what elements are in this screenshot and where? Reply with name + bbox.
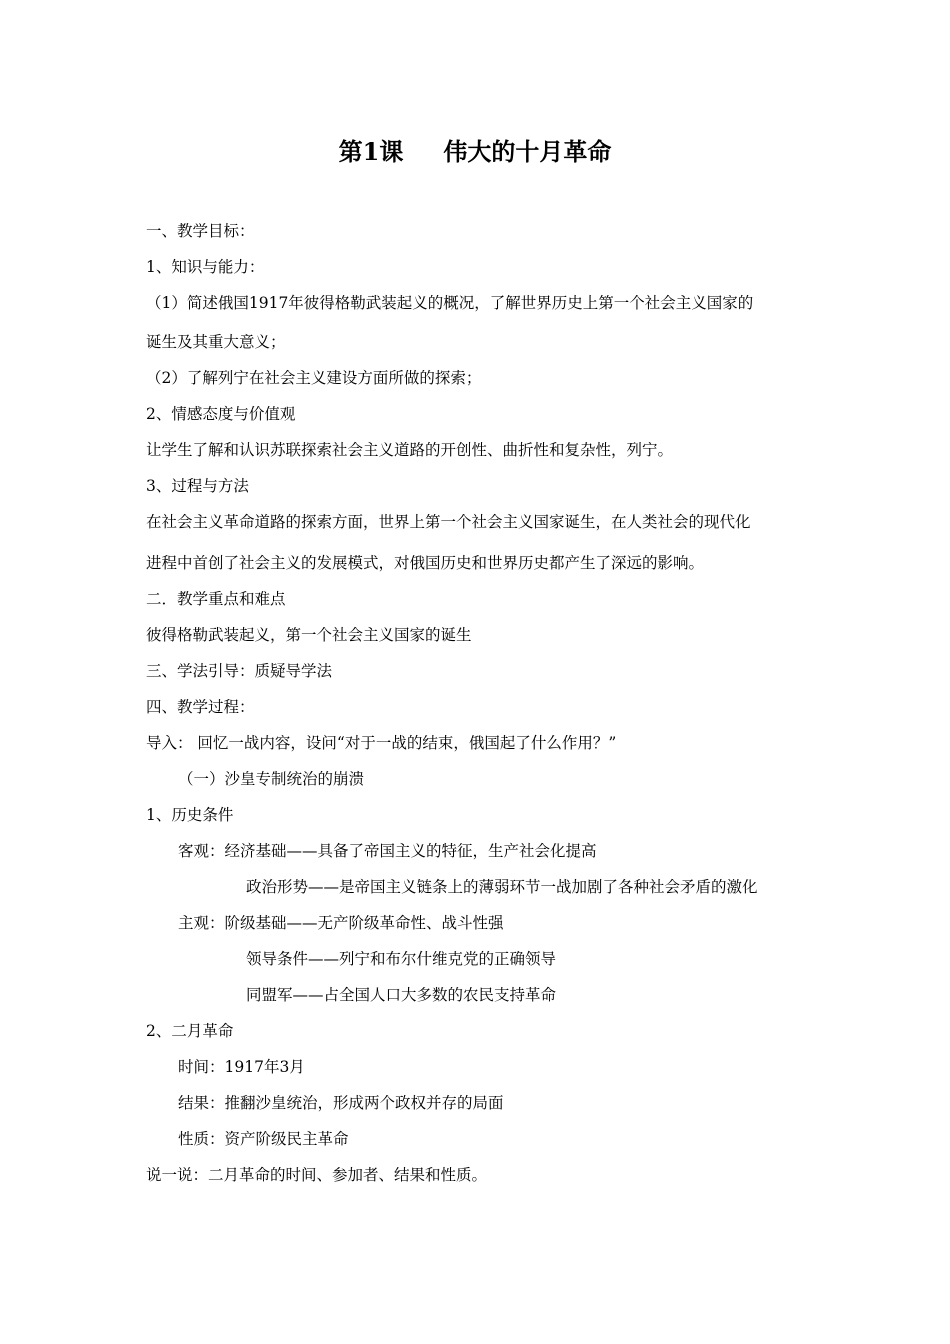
objective-economy: 客观：经济基础——具备了帝国主义的特征，生产社会化提高 xyxy=(178,842,597,860)
objective-politics: 政治形势——是帝国主义链条上的薄弱环节一战加剧了各种社会矛盾的激化 xyxy=(246,878,758,896)
key-points-text: 彼得格勒武装起义，第一个社会主义国家的诞生 xyxy=(146,626,472,644)
lesson-title xyxy=(0,132,950,167)
lesson-number: 第1课 xyxy=(338,137,404,166)
process-text: 在社会主义革命道路的探索方面，世界上第一个社会主义国家诞生，在人类社会的现代化 xyxy=(146,513,751,531)
subjective-allies: 同盟军——占全国人口大多数的农民支持革命 xyxy=(246,986,557,1004)
discussion-prompt: 说一说：二月革命的时间、参加者、结果和性质。 xyxy=(146,1166,488,1184)
subsection-knowledge: 1、知识与能力： xyxy=(146,258,265,276)
section-process: 四、教学过程： xyxy=(146,698,255,716)
february-result: 结果：推翻沙皇统治，形成两个政权并存的局面 xyxy=(178,1094,504,1112)
section-method: 三、学法引导：质疑导学法 xyxy=(146,662,333,680)
goal-item-2: （2）了解列宁在社会主义建设方面所做的探索； xyxy=(146,369,482,387)
subjective-leadership: 领导条件——列宁和布尔什维克党的正确领导 xyxy=(246,950,557,968)
february-time: 时间：1917年3月 xyxy=(178,1058,305,1076)
february-nature: 性质：资产阶级民主革命 xyxy=(178,1130,349,1148)
heading-february-revolution: 2、二月革命 xyxy=(146,1022,234,1040)
subsection-attitude: 2、情感态度与价值观 xyxy=(146,405,296,423)
section-teaching-goals: 一、教学目标： xyxy=(146,222,255,240)
attitude-text: 让学生了解和认识苏联探索社会主义道路的开创性、曲折性和复杂性，列宁。 xyxy=(146,441,674,459)
subjective-class: 主观：阶级基础——无产阶级革命性、战斗性强 xyxy=(178,914,504,932)
heading-historical-conditions: 1、历史条件 xyxy=(146,806,234,824)
goal-item-1-cont: 诞生及其重大意义； xyxy=(146,333,286,351)
intro-text: 导入： 回忆一战内容，设问“对于一战的结束，俄国起了什么作用？” xyxy=(146,734,617,752)
lesson-name: 伟大的十月革命 xyxy=(443,137,612,166)
subsection-process: 3、过程与方法 xyxy=(146,477,249,495)
subheading-tsar-collapse: （一）沙皇专制统治的崩溃 xyxy=(178,770,365,788)
goal-item-1: （1）简述俄国1917年彼得格勒武装起义的概况，了解世界历史上第一个社会主义国家的 xyxy=(146,294,754,312)
section-key-points: 二．教学重点和难点 xyxy=(146,590,286,608)
process-text-cont: 进程中首创了社会主义的发展模式，对俄国历史和世界历史都产生了深远的影响。 xyxy=(146,554,705,572)
